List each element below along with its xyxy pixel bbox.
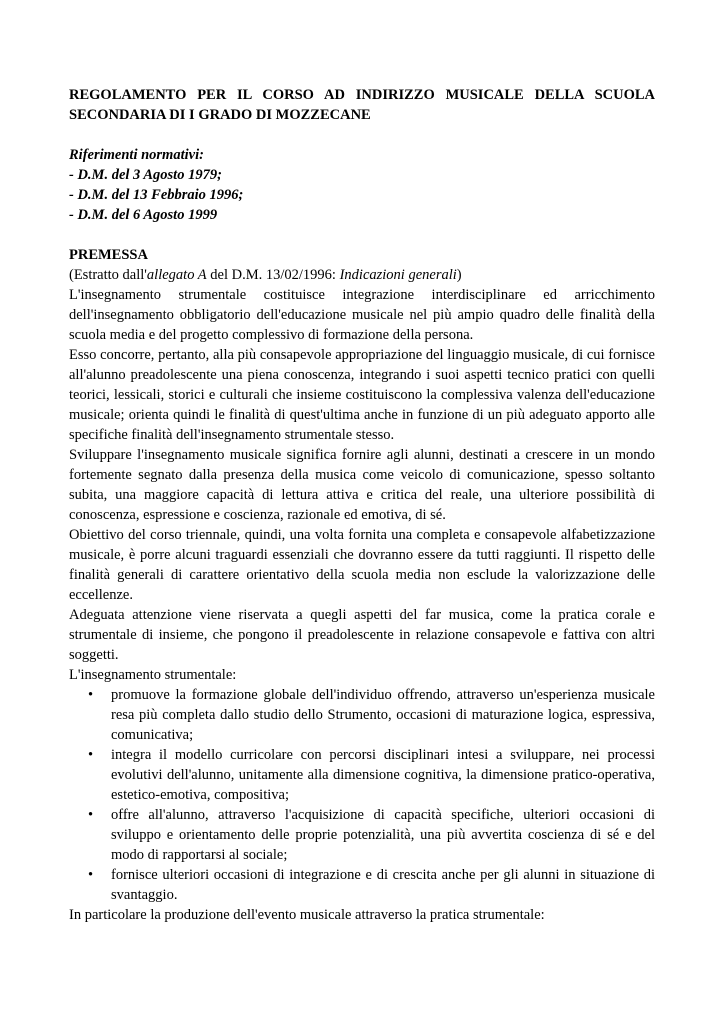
premessa-paragraph: Sviluppare l'insegnamento musicale significa fornire agli alunni, destinati a crescere in un mondo fortemente segnato dalla presenza della musica come veicolo di comunicazione, spesso soltanto subita, una maggiore capacità di lettura attiva e critica del reale, una ulteriore possibilità di conoscenza, espressione e coscienza, razionale ed emotiva, di sé. <box>69 447 655 523</box>
premessa-paragraph: L'insegnamento strumentale: <box>69 667 237 683</box>
source-middle: del D.M. 13/02/1996: <box>206 267 340 283</box>
source-allegato: allegato A <box>146 267 207 283</box>
premessa-paragraph: L'insegnamento strumentale costituisce integrazione interdisciplinare ed arricchimento dell'insegnamento obbligatorio dell'educazione musicale nel più ampio quadro delle finalità della scuola media e del progetto complessivo di formazione della persona. <box>69 287 655 343</box>
premessa-paragraph: Obiettivo del corso triennale, quindi, una volta fornita una completa e consapevole alfabetizzazione musicale, è porre alcuni traguardi essenziali che dovranno essere da tutti raggiunti. Il rispetto delle finalità generali di carattere orientativo della scuola media non esclude la valorizzazione delle eccellenze. <box>69 527 655 603</box>
premessa-source <box>69 265 655 285</box>
closing-paragraph: In particolare la produzione dell'evento musicale attraverso la pratica strumentale: <box>69 907 545 923</box>
premessa-paragraph: Adeguata attenzione viene riservata a quegli aspetti del far musica, come la pratica corale e strumentale di insieme, che pongono il preadolescente in relazione consapevole e fattiva con altri soggetti. <box>69 607 655 663</box>
reference-item: - D.M. del 13 Febbraio 1996; <box>69 187 244 203</box>
bullet-symbol: • <box>88 867 94 883</box>
reference-item: - D.M. del 6 Agosto 1999 <box>69 207 218 223</box>
bullet-symbol: • <box>88 807 94 823</box>
source-indicazioni: Indicazioni generali <box>339 267 457 283</box>
references-block <box>69 145 655 225</box>
source-open: (Estratto dall' <box>69 267 147 283</box>
reference-item: - D.M. del 3 Agosto 1979; <box>69 167 222 183</box>
bullet-text: promuove la formazione globale dell'individuo offrendo, attraverso un'esperienza musicale resa più completa dallo studio dello Strumento, occasioni di maturazione logica, espressiva, comunicativa; <box>111 687 655 743</box>
bullet-text: fornisce ulteriori occasioni di integrazione e di crescita anche per gli alunni in situazione di svantaggio. <box>111 867 655 903</box>
references-heading: Riferimenti normativi: <box>69 147 204 163</box>
bullet-symbol: • <box>88 687 94 703</box>
source-close: ) <box>456 267 462 283</box>
premessa-heading: PREMESSA <box>69 247 148 263</box>
document-page <box>69 85 655 925</box>
document-title: REGOLAMENTO PER IL CORSO AD INDIRIZZO MUSICALE DELLA SCUOLA SECONDARIA DI I GRADO DI MOZZECANE <box>69 87 655 123</box>
bullet-text: integra il modello curricolare con percorsi disciplinari intesi a sviluppare, nei processi evolutivi dell'alunno, unitamente alla dimensione cognitiva, la dimensione pratico-operativa, estetico-emotiva, compositiva; <box>111 747 655 803</box>
bullet-item <box>69 745 655 805</box>
bullet-item <box>69 805 655 865</box>
bullet-symbol: • <box>88 747 94 763</box>
premessa-paragraph: Esso concorre, pertanto, alla più consapevole appropriazione del linguaggio musicale, di cui fornisce all'alunno preadolescente una piena conoscenza, integrando i suoi aspetti tecnico pratici con quelli teorici, lessicali, storici e culturali che insieme costituiscono la complessiva valenza dell'educazione musicale; orienta quindi le finalità di quest'ultima anche in funzione di un più adeguato apporto alle specifiche finalità dell'insegnamento strumentale stesso. <box>69 347 655 443</box>
bullet-list <box>69 685 655 905</box>
bullet-item <box>69 685 655 745</box>
bullet-item <box>69 865 655 905</box>
bullet-text: offre all'alunno, attraverso l'acquisizione di capacità specifiche, ulteriori occasioni di sviluppo e orientamento delle proprie potenzialità, una più avvertita coscienza di sé e del modo di rapportarsi al sociale; <box>111 807 655 863</box>
